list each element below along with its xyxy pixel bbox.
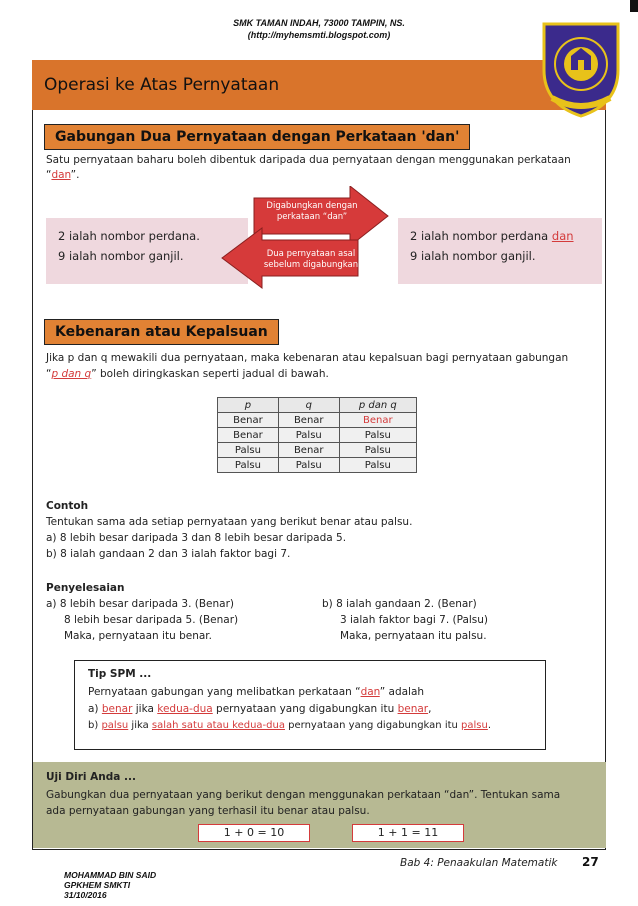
table-cell: Benar (278, 443, 339, 458)
section1-text-keyword-line (46, 169, 79, 181)
tip-a-prefix: a) (88, 703, 102, 715)
table-cell: Palsu (339, 428, 416, 443)
keyword-dan-right: dan (551, 229, 574, 243)
solution-b-line2: 3 ialah faktor bagi 7. (Palsu) (340, 614, 489, 626)
section-heading-kebenaran: Kebenaran atau Kepalsuan (44, 319, 279, 345)
solution-label: Penyelesaian (46, 582, 125, 594)
section2-line2-rest: ” boleh diringkaskan seperti jadual di bawah. (91, 368, 329, 380)
school-header: SMK TAMAN INDAH, 73000 TAMPIN, NS. (233, 18, 405, 28)
example-b: b) 8 ialah gandaan 2 dan 3 ialah faktor bagi 7. (46, 548, 291, 560)
table-row (218, 413, 417, 428)
tip-line1-end: ” adalah (379, 686, 425, 698)
col-header-p-dan-q: p dan q (339, 398, 416, 413)
table-row (218, 443, 417, 458)
tip-b-text3: . (487, 720, 492, 731)
tip-b-text1: jika (128, 720, 152, 731)
corner-mark (630, 0, 638, 12)
tip-line1 (88, 686, 424, 698)
statement-right-1-text: 2 ialah nombor perdana (410, 229, 552, 243)
table-row (218, 428, 417, 443)
table-cell: Benar (278, 413, 339, 428)
page-title: Operasi ke Atas Pernyataan (44, 75, 280, 95)
solution-b-line1: b) 8 ialah gandaan 2. (Benar) (322, 598, 477, 610)
tip-b-prefix: b) (88, 720, 102, 731)
table-cell: Palsu (278, 428, 339, 443)
table-cell: Palsu (218, 443, 279, 458)
keyword-dan: dan (51, 169, 71, 181)
footer-author: MOHAMMAD BIN SAID (64, 870, 157, 880)
tip-a-text3: , (428, 703, 432, 715)
quote-close: ”. (70, 169, 80, 181)
tip-keyword-salah-satu: salah satu atau kedua-dua (151, 720, 285, 731)
table-cell: Benar (218, 413, 279, 428)
arrow-right-label: Digabungkan dengan perkataan “dan” (266, 201, 358, 222)
tip-keyword-palsu-2: palsu (461, 720, 488, 731)
col-header-q: q (278, 398, 339, 413)
section1-text: Satu pernyataan baharu boleh dibentuk daripada dua pernyataan dengan menggunakan perkataan (46, 154, 571, 166)
tip-keyword-dan: dan (360, 686, 380, 698)
tip-b-text2: pernyataan yang digabungkan itu (284, 720, 462, 731)
footer-chapter: Bab 4: Penaakulan Matematik (400, 857, 558, 869)
quote-open: “ (46, 169, 52, 181)
table-cell: Palsu (278, 458, 339, 473)
section2-line2 (46, 368, 329, 380)
statement-left-1: 2 ialah nombor perdana. (58, 229, 200, 243)
solution-a-line2: 8 lebih besar daripada 5. (Benar) (64, 614, 239, 626)
quote-open-2: “ (46, 368, 52, 380)
truth-table (217, 397, 417, 473)
footer-date: 31/10/2016 (64, 890, 107, 900)
col-header-p: p (218, 398, 279, 413)
tip-a-text2: pernyataan yang digabungkan itu (212, 703, 398, 715)
page-number: 27 (582, 855, 599, 869)
truth-table-header-row (218, 398, 417, 413)
solution-a-line3: Maka, pernyataan itu benar. (64, 630, 212, 642)
table-cell-highlight: Benar (339, 413, 416, 428)
tip-keyword-palsu: palsu (101, 720, 129, 731)
example-a: a) 8 lebih besar daripada 3 dan 8 lebih besar daripada 5. (46, 532, 347, 544)
tip-line-b (88, 720, 491, 731)
statement-right-2: 9 ialah nombor ganjil. (410, 249, 536, 263)
combined-statement-box (398, 218, 602, 284)
table-row (218, 458, 417, 473)
footer-role: GPKHEM SMKTI (64, 880, 131, 890)
arrow-left-label: Dua pernyataan asal sebelum digabungkan (263, 249, 359, 270)
table-cell: Palsu (339, 443, 416, 458)
school-crest-icon (540, 18, 622, 118)
tip-line1-text: Pernyataan gabungan yang melibatkan perkataan “ (88, 686, 361, 698)
table-cell: Palsu (339, 458, 416, 473)
tip-line-a (88, 703, 431, 715)
self-test-line1: Gabungkan dua pernyataan yang berikut dengan menggunakan perkataan “dan”. Tentukan sama (46, 789, 561, 801)
section2-line1: Jika p dan q mewakili dua pernyataan, maka kebenaran atau kepalsuan bagi pernyataan gabungan (46, 352, 569, 364)
self-test-title: Uji Diri Anda ... (46, 771, 136, 783)
solution-a-line1: a) 8 lebih besar daripada 3. (Benar) (46, 598, 235, 610)
tip-keyword-kedua-dua: kedua-dua (157, 703, 213, 715)
section-heading-gabungan: Gabungan Dua Pernyataan dengan Perkataan 'dan' (44, 124, 470, 150)
table-cell: Palsu (218, 458, 279, 473)
tip-keyword-benar: benar (101, 703, 133, 715)
statement-right-1 (410, 226, 590, 246)
table-cell: Benar (218, 428, 279, 443)
keyword-p-dan-q: p dan q (51, 368, 92, 380)
example-intro: Tentukan sama ada setiap pernyataan yang berikut benar atau palsu. (46, 516, 413, 528)
tip-a-text1: jika (132, 703, 158, 715)
equation-box-2: 1 + 1 = 11 (352, 824, 464, 842)
blog-url: (http://myhemsmti.blogspot.com) (247, 30, 391, 40)
example-label: Contoh (46, 500, 89, 512)
tip-title: Tip SPM ... (88, 668, 152, 680)
tip-keyword-benar-2: benar (397, 703, 429, 715)
self-test-line2: ada pernyataan gabungan yang terhasil itu benar atau palsu. (46, 805, 370, 817)
solution-b-line3: Maka, pernyataan itu palsu. (340, 630, 487, 642)
statement-left-2: 9 ialah nombor ganjil. (58, 249, 184, 263)
equation-box-1: 1 + 0 = 10 (198, 824, 310, 842)
